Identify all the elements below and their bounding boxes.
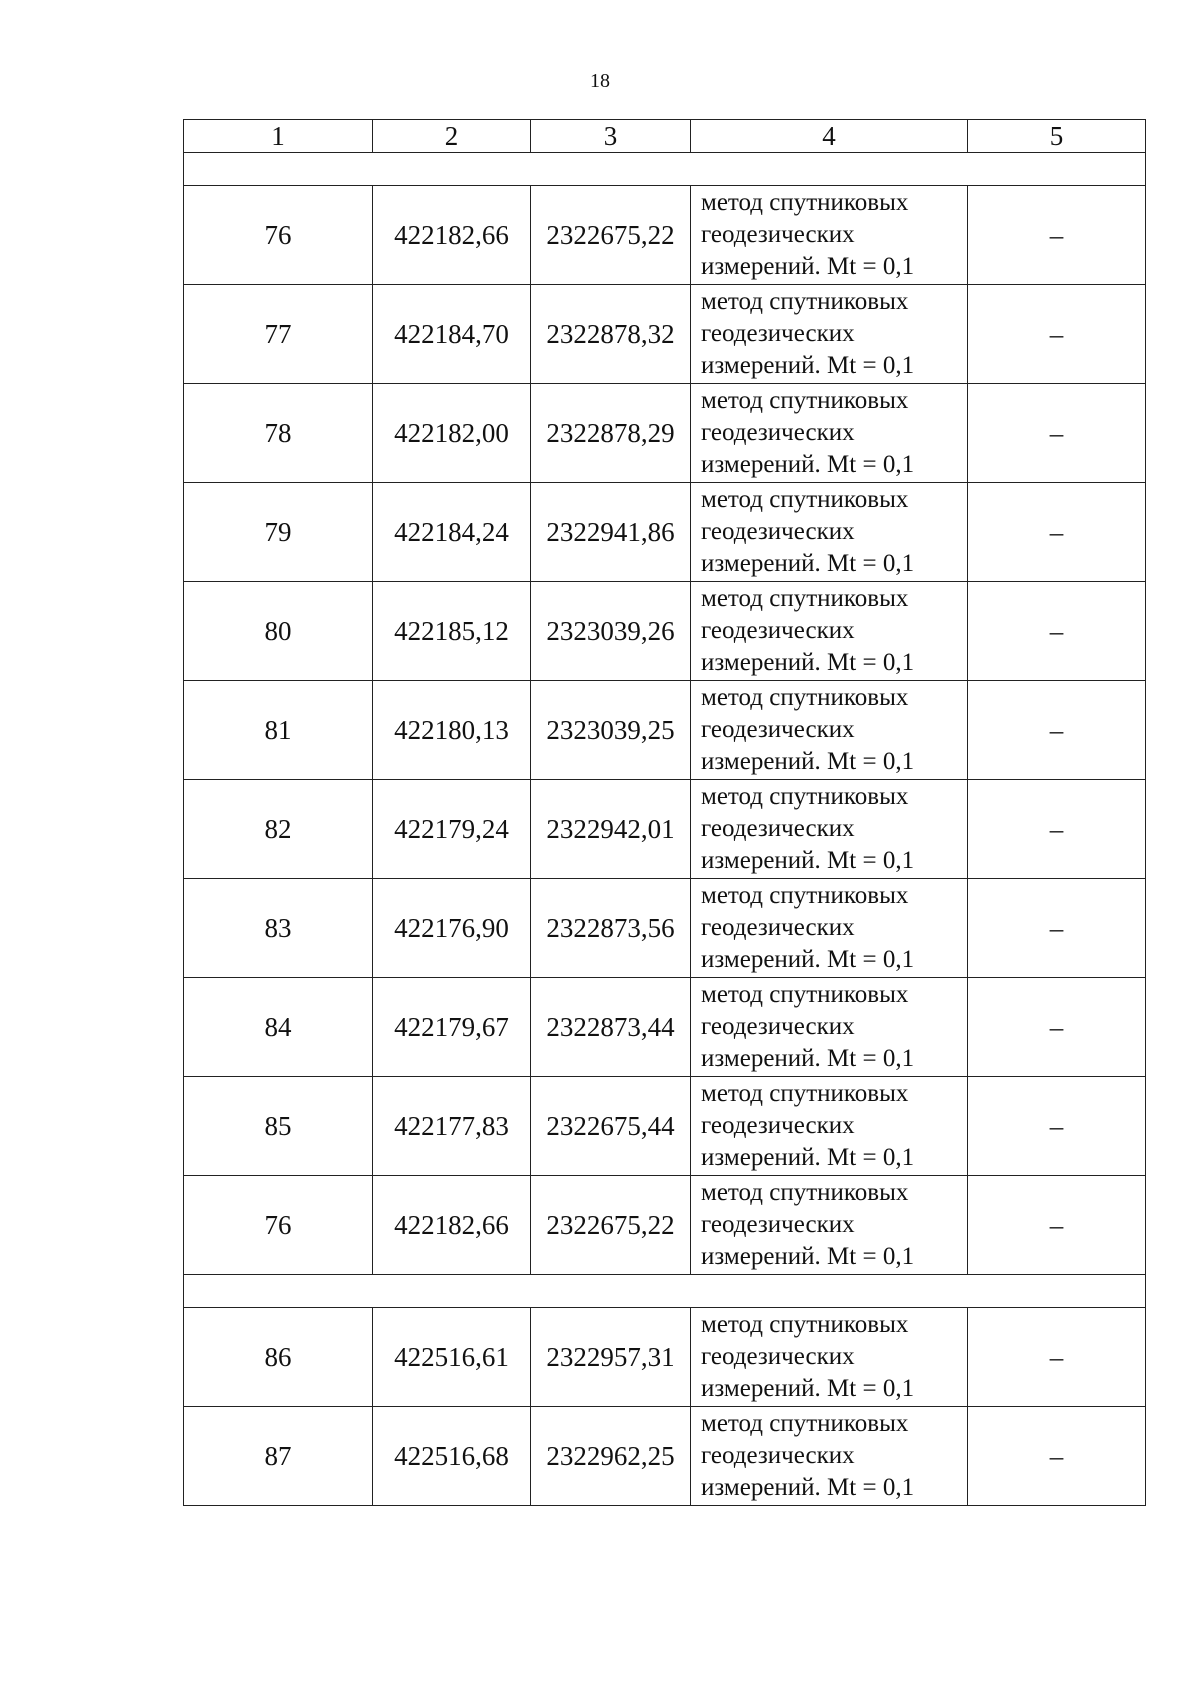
method-line: измерений. Mt = 0,1 xyxy=(701,1144,915,1171)
point-number-cell: 86 xyxy=(184,1308,373,1407)
table-row xyxy=(184,681,1146,780)
method-cell xyxy=(691,285,968,384)
method-cell xyxy=(691,978,968,1077)
table-row xyxy=(184,1176,1146,1275)
note-cell: – xyxy=(968,978,1146,1077)
note-cell: – xyxy=(968,483,1146,582)
x-coordinate-cell: 422182,66 xyxy=(373,186,531,285)
coordinates-table-body xyxy=(184,120,1146,1506)
method-cell xyxy=(691,1176,968,1275)
method-line: метод спутниковых xyxy=(701,189,909,216)
y-coordinate-cell: 2322878,29 xyxy=(531,384,691,483)
x-coordinate-cell: 422179,24 xyxy=(373,780,531,879)
method-cell xyxy=(691,186,968,285)
note-cell: – xyxy=(968,186,1146,285)
note-cell: – xyxy=(968,1077,1146,1176)
method-line: метод спутниковых xyxy=(701,1311,909,1338)
method-line: метод спутниковых xyxy=(701,783,909,810)
x-coordinate-cell: 422184,70 xyxy=(373,285,531,384)
column-number-row xyxy=(184,120,1146,153)
point-number-cell: 85 xyxy=(184,1077,373,1176)
x-coordinate-cell: 422184,24 xyxy=(373,483,531,582)
method-line: измерений. Mt = 0,1 xyxy=(701,1474,915,1501)
method-line: измерений. Mt = 0,1 xyxy=(701,1375,915,1402)
point-number-cell: 76 xyxy=(184,186,373,285)
point-number-cell: 76 xyxy=(184,1176,373,1275)
method-cell xyxy=(691,1407,968,1506)
method-line: метод спутниковых xyxy=(701,1080,909,1107)
note-cell: – xyxy=(968,681,1146,780)
method-line: метод спутниковых xyxy=(701,1410,909,1437)
section-separator-row xyxy=(184,153,1146,186)
method-line: метод спутниковых xyxy=(701,1179,909,1206)
method-line: измерений. Mt = 0,1 xyxy=(701,451,915,478)
method-line: метод спутниковых xyxy=(701,486,909,513)
note-cell: – xyxy=(968,582,1146,681)
page-number: 18 xyxy=(590,70,610,92)
table-row xyxy=(184,582,1146,681)
section-separator-cell xyxy=(184,153,1146,186)
x-coordinate-cell: 422176,90 xyxy=(373,879,531,978)
point-number-cell: 80 xyxy=(184,582,373,681)
method-cell xyxy=(691,483,968,582)
method-line: геодезических xyxy=(701,1013,855,1040)
x-coordinate-cell: 422179,67 xyxy=(373,978,531,1077)
method-line: геодезических xyxy=(701,716,855,743)
method-line: метод спутниковых xyxy=(701,387,909,414)
y-coordinate-cell: 2322942,01 xyxy=(531,780,691,879)
column-header-1: 1 xyxy=(184,120,373,153)
column-header-3: 3 xyxy=(531,120,691,153)
y-coordinate-cell: 2322675,22 xyxy=(531,186,691,285)
y-coordinate-cell: 2322962,25 xyxy=(531,1407,691,1506)
note-cell: – xyxy=(968,384,1146,483)
x-coordinate-cell: 422182,00 xyxy=(373,384,531,483)
y-coordinate-cell: 2323039,26 xyxy=(531,582,691,681)
table-row xyxy=(184,285,1146,384)
section-separator-row xyxy=(184,1275,1146,1308)
method-cell xyxy=(691,384,968,483)
note-cell: – xyxy=(968,879,1146,978)
coordinates-table xyxy=(183,119,1146,1506)
y-coordinate-cell: 2322873,44 xyxy=(531,978,691,1077)
note-cell: – xyxy=(968,1308,1146,1407)
method-cell xyxy=(691,1077,968,1176)
method-line: геодезических xyxy=(701,1442,855,1469)
method-line: метод спутниковых xyxy=(701,288,909,315)
note-cell: – xyxy=(968,780,1146,879)
point-number-cell: 81 xyxy=(184,681,373,780)
table-row xyxy=(184,483,1146,582)
method-line: геодезических xyxy=(701,518,855,545)
point-number-cell: 83 xyxy=(184,879,373,978)
method-line: измерений. Mt = 0,1 xyxy=(701,847,915,874)
method-cell xyxy=(691,879,968,978)
method-line: геодезических xyxy=(701,320,855,347)
method-line: геодезических xyxy=(701,1211,855,1238)
y-coordinate-cell: 2323039,25 xyxy=(531,681,691,780)
method-line: измерений. Mt = 0,1 xyxy=(701,946,915,973)
x-coordinate-cell: 422177,83 xyxy=(373,1077,531,1176)
table-row xyxy=(184,186,1146,285)
x-coordinate-cell: 422516,61 xyxy=(373,1308,531,1407)
note-cell: – xyxy=(968,1176,1146,1275)
point-number-cell: 78 xyxy=(184,384,373,483)
x-coordinate-cell: 422180,13 xyxy=(373,681,531,780)
x-coordinate-cell: 422516,68 xyxy=(373,1407,531,1506)
method-line: метод спутниковых xyxy=(701,882,909,909)
method-line: метод спутниковых xyxy=(701,684,909,711)
method-line: измерений. Mt = 0,1 xyxy=(701,748,915,775)
method-line: геодезических xyxy=(701,617,855,644)
method-line: геодезических xyxy=(701,1343,855,1370)
method-line: геодезических xyxy=(701,815,855,842)
y-coordinate-cell: 2322675,44 xyxy=(531,1077,691,1176)
table-row xyxy=(184,978,1146,1077)
table-row xyxy=(184,1407,1146,1506)
y-coordinate-cell: 2322675,22 xyxy=(531,1176,691,1275)
method-line: геодезических xyxy=(701,419,855,446)
point-number-cell: 84 xyxy=(184,978,373,1077)
method-line: метод спутниковых xyxy=(701,981,909,1008)
table-row xyxy=(184,879,1146,978)
table-row xyxy=(184,384,1146,483)
method-line: геодезических xyxy=(701,1112,855,1139)
method-cell xyxy=(691,1308,968,1407)
method-line: измерений. Mt = 0,1 xyxy=(701,1243,915,1270)
method-line: измерений. Mt = 0,1 xyxy=(701,1045,915,1072)
y-coordinate-cell: 2322878,32 xyxy=(531,285,691,384)
note-cell: – xyxy=(968,1407,1146,1506)
table-row xyxy=(184,780,1146,879)
point-number-cell: 79 xyxy=(184,483,373,582)
method-line: измерений. Mt = 0,1 xyxy=(701,352,915,379)
column-header-4: 4 xyxy=(691,120,968,153)
note-cell: – xyxy=(968,285,1146,384)
column-header-5: 5 xyxy=(968,120,1146,153)
method-cell xyxy=(691,681,968,780)
method-line: измерений. Mt = 0,1 xyxy=(701,550,915,577)
x-coordinate-cell: 422185,12 xyxy=(373,582,531,681)
method-line: метод спутниковых xyxy=(701,585,909,612)
point-number-cell: 77 xyxy=(184,285,373,384)
y-coordinate-cell: 2322957,31 xyxy=(531,1308,691,1407)
column-header-2: 2 xyxy=(373,120,531,153)
method-line: измерений. Mt = 0,1 xyxy=(701,253,915,280)
table-row xyxy=(184,1308,1146,1407)
method-line: измерений. Mt = 0,1 xyxy=(701,649,915,676)
table-row xyxy=(184,1077,1146,1176)
x-coordinate-cell: 422182,66 xyxy=(373,1176,531,1275)
point-number-cell: 82 xyxy=(184,780,373,879)
method-line: геодезических xyxy=(701,221,855,248)
y-coordinate-cell: 2322873,56 xyxy=(531,879,691,978)
point-number-cell: 87 xyxy=(184,1407,373,1506)
method-cell xyxy=(691,582,968,681)
section-separator-cell xyxy=(184,1275,1146,1308)
y-coordinate-cell: 2322941,86 xyxy=(531,483,691,582)
method-cell xyxy=(691,780,968,879)
method-line: геодезических xyxy=(701,914,855,941)
